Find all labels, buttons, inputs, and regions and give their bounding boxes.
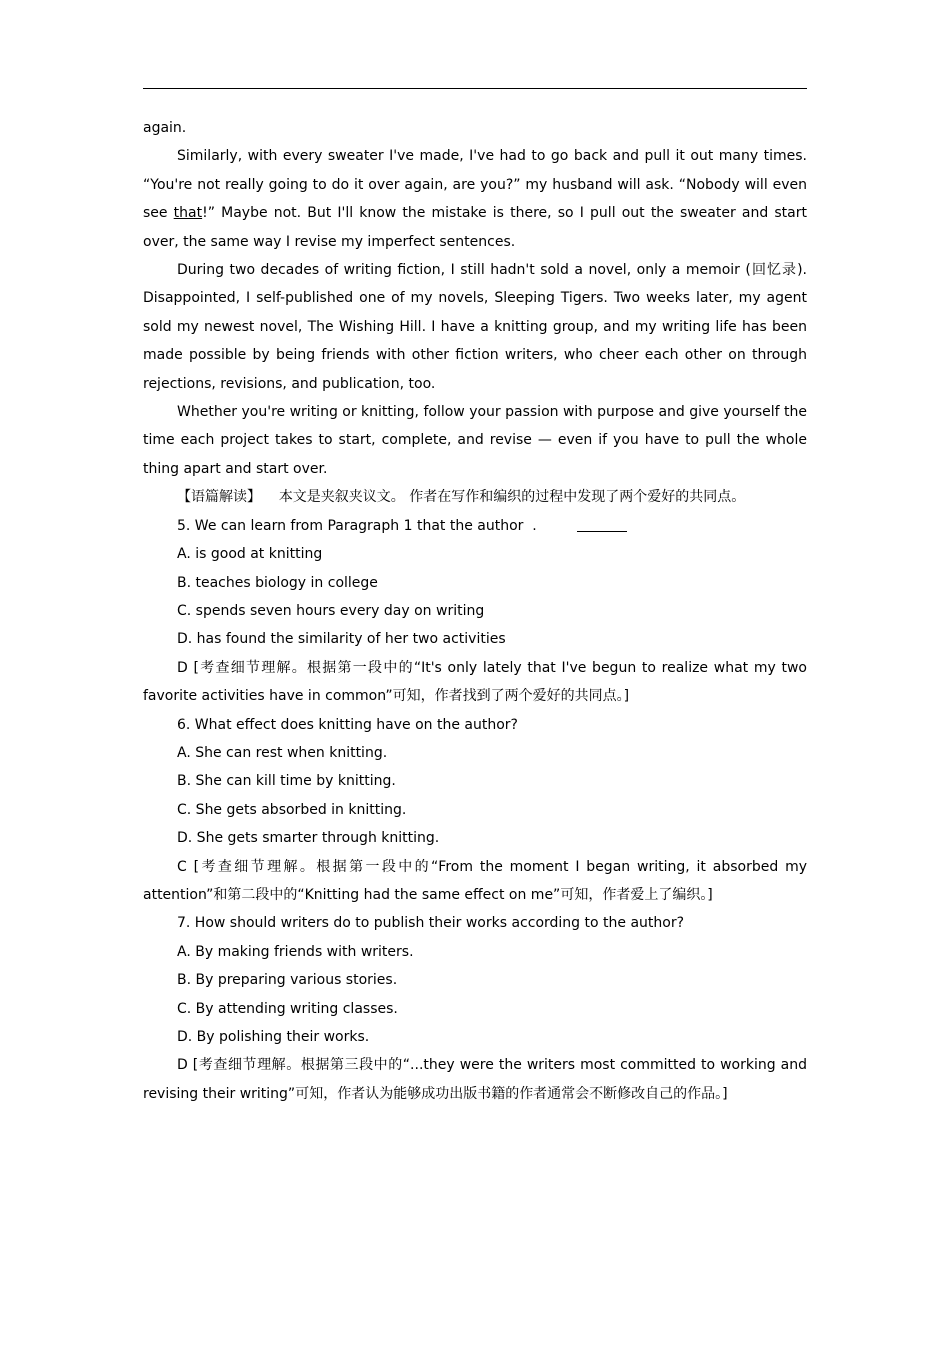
analysis-label: 【语篇解读】 (177, 489, 261, 506)
question-6-option-b: B. She can kill time by knitting. (177, 773, 396, 790)
question-7-answer: D [考查细节理解。根据第三段中的“...they were the writers most committed to working and revising their writing”可知，作者认为能够成功出版书籍的作者通常会不断修改自己的作品。] (143, 1057, 807, 1102)
question-6-option-d: D. She gets smarter through knitting. (177, 830, 440, 847)
document-body (143, 114, 807, 1108)
answer-blank (577, 515, 627, 532)
question-6-option-a: A. She can rest when knitting. (177, 744, 388, 761)
question-7-option-c: C. By attending writing classes. (177, 1000, 398, 1017)
question-7-option-a: A. By making friends with writers. (177, 943, 414, 960)
passage-paragraph-2: Similarly, with every sweater I've made, I've had to go back and pull it out many times. “You're not really going to do it over again, are you?” my husband will ask. “Nobody will even see that!” Maybe not. But I'll know the mistake is there, so I pull out the sweater and start over, the same way I revise my imperfect sentences. (143, 148, 807, 250)
question-7-option-b: B. By preparing various stories. (177, 972, 398, 989)
book-title-wishing-hill: The Wishing Hill (307, 318, 422, 335)
question-5-stem: 5. We can learn from Paragraph 1 that the author . (143, 512, 807, 540)
question-5-option-d: D. has found the similarity of her two activities (177, 631, 506, 648)
book-title-sleeping-tigers: Sleeping Tigers (494, 290, 604, 307)
passage-analysis (143, 483, 807, 511)
passage-paragraph-3: During two decades of writing fiction, I still hadn't sold a novel, only a memoir (回忆录). Disappointed, I self-published one of my novels, Sleeping Tigers. Two weeks later, my agent sold my newest novel, The Wishing Hill. I have a knitting group, and my writing life has been made possible by being friends with other fiction writers, who cheer each other on through rejections, revisions, and publication, too. (143, 262, 807, 392)
passage-paragraph-4: Whether you're writing or knitting, follow your passion with purpose and give yourself the time each project takes to start, complete, and revise — even if you have to pull the whole thing apart and start over. (143, 404, 807, 477)
underlined-word: that (173, 205, 203, 222)
question-6-option-c: C. She gets absorbed in knitting. (177, 801, 407, 818)
question-7-stem: 7. How should writers do to publish their works according to the author? (177, 915, 685, 932)
analysis-text: 本文是夹叙夹议文。 作者在写作和编织的过程中发现了两个爱好的共同点。 (278, 489, 746, 506)
question-5-option-c: C. spends seven hours every day on writing (177, 602, 485, 619)
question-7-option-d: D. By polishing their works. (177, 1029, 370, 1045)
question-6-stem: 6. What effect does knitting have on the author? (177, 716, 518, 733)
question-5-answer: D [考查细节理解。根据第一段中的“It's only lately that I've begun to realize what my two favorite activities have in common”可知，作者找到了两个爱好的共同点。] (143, 659, 807, 705)
question-5-option-b: B. teaches biology in college (177, 574, 378, 591)
question-6-answer: C [考查细节理解。根据第一段中的“From the moment I began writing, it absorbed my attention”和第二段中的“Knitting had the same effect on me”可知，作者爱上了编织。] (143, 858, 807, 903)
passage-paragraph-1-end: again. (143, 120, 187, 136)
question-5-option-a: A. is good at knitting (177, 546, 323, 563)
header-rule (143, 88, 807, 89)
